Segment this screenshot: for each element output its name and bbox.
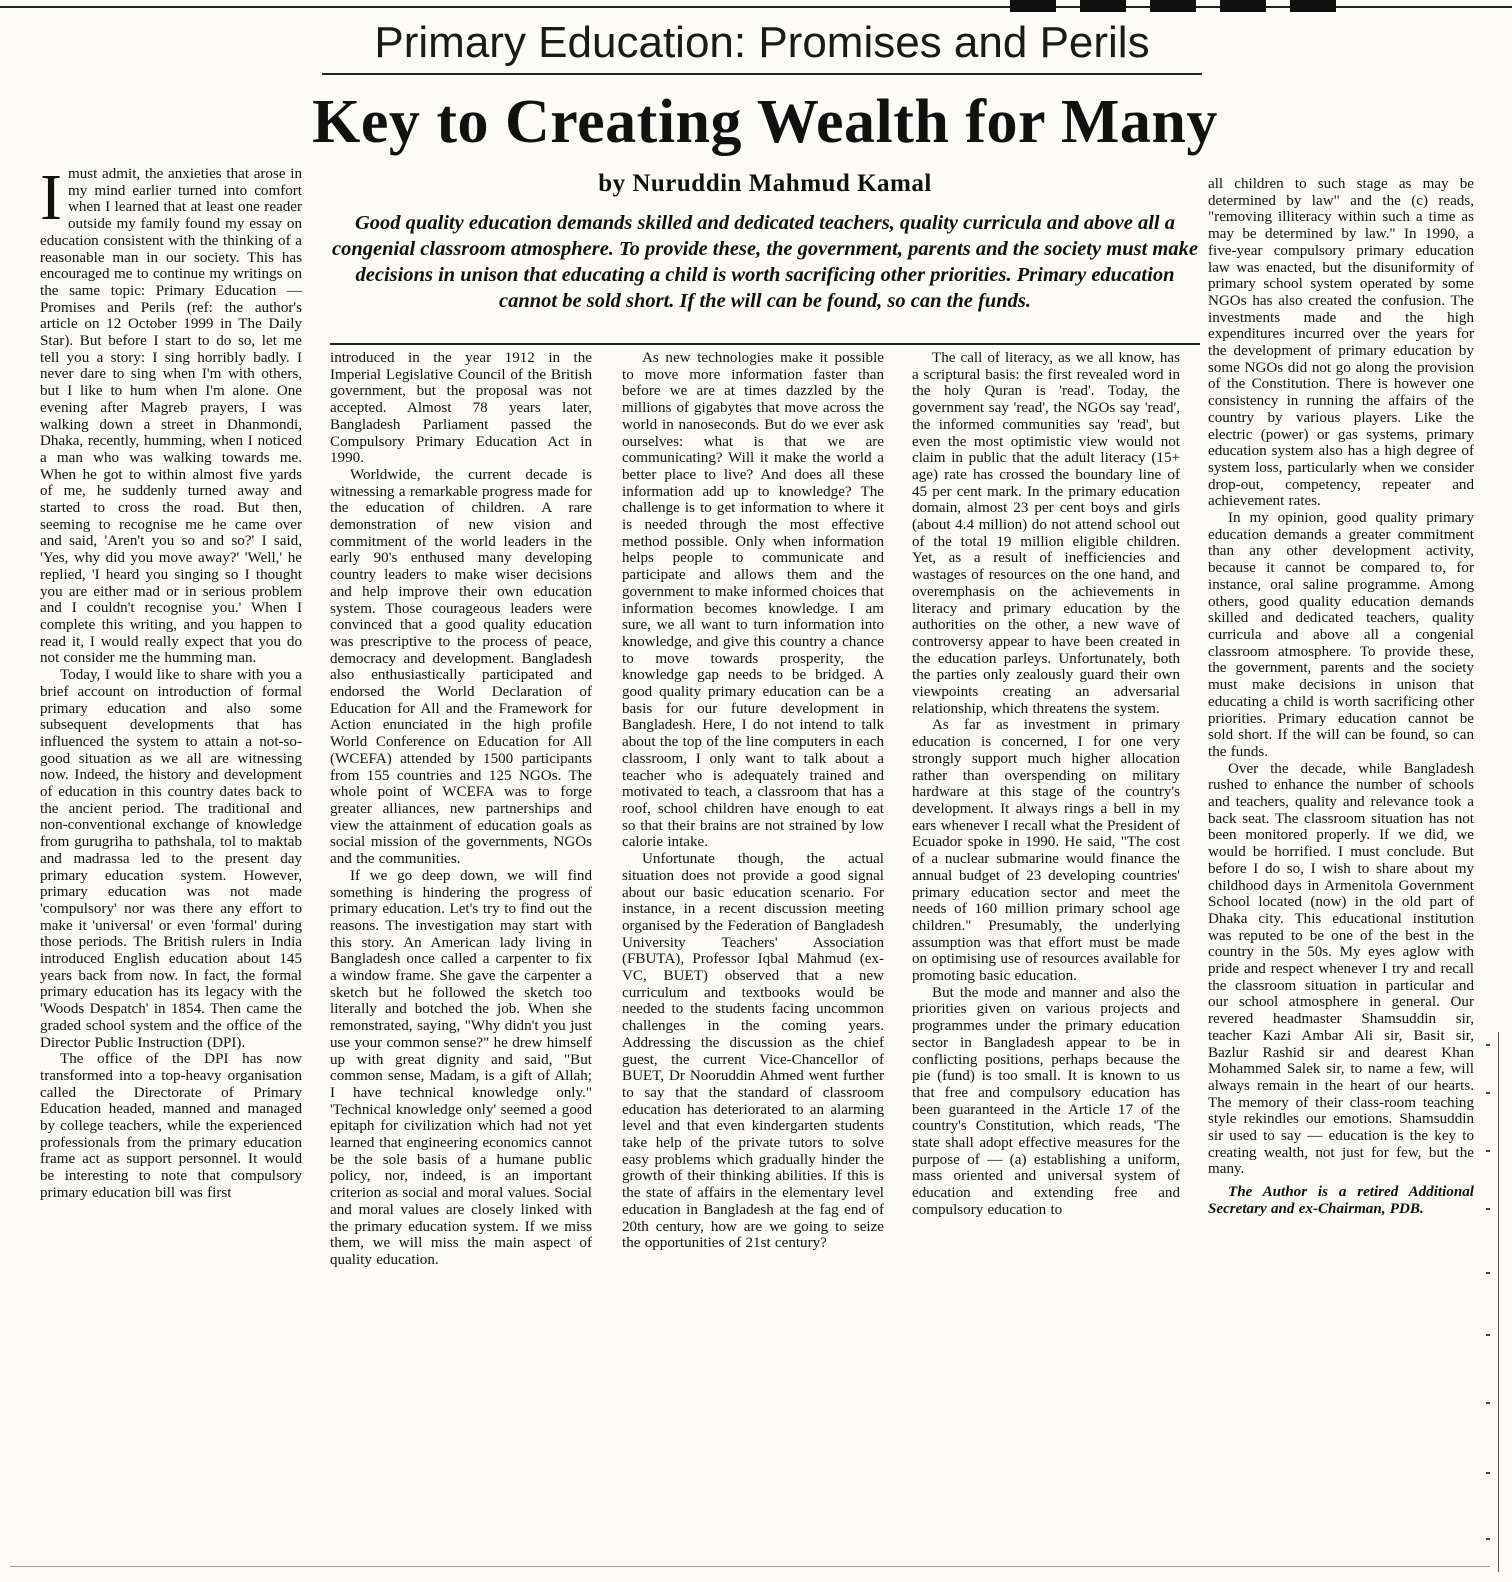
paragraph: In my opinion, good quality primary education demands a greater commitment than any other development activity, because it cannot be compared to, for instance, oral saline programme. Among others, good quality education demands skilled and dedicated teachers, quality curricula and above all a congenial classroom atmosphere. To provide these, the government, parents and the society must make decisions in unison that educating a child is worth sacrificing other priorities. Primary education cannot be sold short. If the will can be found, so can the funds. xyxy=(1208,510,1474,760)
text-fragment xyxy=(1486,1538,1490,1540)
article-column-5 xyxy=(1208,176,1474,1556)
paragraph: But the mode and manner and also the priorities given on various projects and programmes under the primary education sector in Bangladesh appear to be in conflicting positions, perhaps because the pie (fund) is too small. It is known to us that free and compulsory education has been guaranteed in the Article 17 of the country's Constitution, which reads, 'The state shall adopt effective measures for the purpose of — (a) establishing a uniform, mass oriented and universal system of education and extending free and compulsory education to xyxy=(912,984,1180,1218)
adjacent-column-fragment xyxy=(1486,1032,1500,1572)
paragraph: Unfortunate though, the actual situation does not provide a good signal about our basic education scenario. For instance, in a recent discussion meeting organised by the Federation of Bangladesh University Teachers' Association (FBUTA), Professor Iqbal Mahmud (ex-VC, BUET) observed that a new curriculum and textbooks would be needed to the students facing uncommon challenges in the coming years. Addressing the discussion as the chief guest, the current Vice-Chancellor of BUET, Dr Nooruddin Ahmed went further to say that the standard of classroom education has deteriorated to an alarming level and that even kindergarten students take help of the private tutors to solve easy problems which gradually hinder the growth of their thinking abilities. If this is the state of affairs in the elementary level education in Bangladesh at the fag end of 20th century, how are we going to seize the opportunities of 21st century? xyxy=(622,851,884,1252)
kicker-underline xyxy=(322,73,1202,75)
bottom-rule xyxy=(10,1566,1490,1567)
section-kicker: Primary Education: Promises and Perils xyxy=(374,18,1150,67)
paragraph: all children to such stage as may be determined by law" and the (c) reads, "removing illiteracy within such a time as may be determined by law." In 1990, a five-year compulsory primary education law was enacted, but the disuniformity of primary school system operated by some NGOs has also created the confusion. The investments made and the high expenditures incurred over the years for the development of primary education by some NGOs did not go along the provision of the Constitution. There is however one consistency in running the affairs of the country by various players. Like the electric (power) or gas systems, primary education system also has a high degree of system loss, particularly when we consider drop-out, competency, repeater and achievement rates. xyxy=(1208,176,1474,510)
headline: Key to Creating Wealth for Many xyxy=(312,88,1218,156)
article-column-1 xyxy=(40,166,302,1554)
article-column-4 xyxy=(912,350,1180,1556)
paragraph: As new technologies make it possible to move more information faster than before we are at times dazzled by the millions of gigabytes that move across the world in nanoseconds. But do we ever ask ourselves: what is that we are communicating? Will it make the world a better place to live? And does all these information add up to knowledge? The challenge is to get information to where it is needed through the most effective method possible. Only when information helps people to communicate and participate and allows them and the government to make informed choices that information becomes knowledge. I am sure, we all want to turn information into knowledge, and give this country a chance to move towards prosperity, the knowledge gap needs to be bridged. A good quality primary education can be a basis for our future development in Bangladesh. Here, I do not intend to talk about the top of the line computers in each classroom, I only want to talk about a teacher who is adequately trained and motivated to teach, a classroom that has a roof, school children have enough to eat so that their brains are not strained by low calorie intake. xyxy=(622,350,884,851)
standfirst: Good quality education demands skilled and dedicated teachers, quality curricula and above all a congenial classroom atmosphere. To provide these, the government, parents and the society must make decisions in unison that educating a child is worth sacrificing other priorities. Primary education cannot be sold short. If the will can be found, so can the funds. xyxy=(332,212,1198,312)
text-fragment xyxy=(1486,1472,1490,1474)
masthead-letters xyxy=(1010,0,1340,12)
paragraph: Today, I would like to share with you a brief account on introduction of formal primary education and also some subsequent developments that has influenced the system to attain a not-so-good situation as we all are witnessing now. Indeed, the history and development of education in this country dates back to the ancient period. The traditional and non-conventional exchange of knowledge from gurugriha to pathshala, tol to maktab and madrassa led to the present day primary education system. However, primary education was not made 'compulsory' nor was there any effort to make it 'universal' or even 'formal' during those periods. The British rulers in India introduced English education about 145 years back from now. In fact, the formal primary education has its legacy with the 'Woods Despatch' in 1854. Then came the graded school system and the office of the Director Public Instruction (DPI). xyxy=(40,667,302,1051)
byline: by Nuruddin Mahmud Kamal xyxy=(598,170,932,197)
paragraph-text: must admit, the anxieties that arose in my mind earlier turned into comfort when I learned that at least one reader outside my family found my essay on education consistent with the thinking of a reasonable man in our society. This has encouraged me to continue my writings on the same topic: Primary Education — Promises and Perils (ref: the author's article on 12 October 1999 in The Daily Star). But before I start to do so, let me tell you a story: I sing horribly badly. I never dare to sing when I'm with others, but I like to hum when I'm alone. One evening after Magreb prayers, I was walking down a street in Dhanmondi, Dhaka, recently, humming, when I noticed a man who was walking towards me. When he got to within almost five yards of me, he suddenly turned away and started to cross the road. But then, seeming to recognise me he came over and said, 'Aren't you so and so?' I said, 'Yes, why did you move away?' 'Well,' he replied, 'I heard you singing so I thought you are either mad or in serious problem and I couldn't recognise you.' When I complete this writing, and you happen to read it, I would really expect that you do not consider me the humming man. xyxy=(40,166,302,667)
standfirst-rule xyxy=(330,343,1200,345)
paragraph xyxy=(40,166,302,667)
text-fragment xyxy=(1486,1402,1490,1404)
drop-cap: I xyxy=(40,166,62,234)
text-fragment xyxy=(1486,1208,1490,1210)
paragraph: The call of literacy, as we all know, has a scriptural basis: the first revealed word in the holy Quran is 'read'. Today, the government say 'read', the NGOs say 'read', the informed communities say 'read', but even the most optimistic view would not claim in public that the adult literacy (15+ age) rate has crossed the boundary line of 45 per cent mark. In the primary education domain, almost 23 per cent boys and girls (about 4.4 million) do not attend school out of the total 19 million eligible children. Yet, as a result of inefficiencies and wastages of resources on the one hand, and overemphasis on the achievements in literacy and primary education by the authorities on the other, a new wave of controversy appear to have been created in the education parleys. Unfortunately, both the parties only zealously guard their own viewpoints creating an adversarial relationship, which threatens the system. xyxy=(912,350,1180,717)
text-fragment xyxy=(1486,1272,1490,1274)
article-column-3 xyxy=(622,350,884,1556)
text-fragment xyxy=(1486,1044,1490,1046)
paragraph: introduced in the year 1912 in the Imperial Legislative Council of the British government, but the proposal was not accepted. Almost 78 years later, Bangladesh Parliament passed the Compulsory Primary Education Act in 1990. xyxy=(330,350,592,467)
paragraph: If we go deep down, we will find something is hindering the progress of primary education. Let's try to find out the reasons. The investigation may start with this story. An American lady living in Bangladesh once called a carpenter to fix a window frame. She gave the carpenter a sketch but he followed the sketch too literally and botched the job. When she remonstrated, saying, "Why didn't you just use your common sense?" he drew himself up with great dignity and said, "But common sense, Madam, is a gift of Allah; I have technical knowledge only." 'Technical knowledge only' seemed a good epitaph for civilization which had not yet learned that engineering economics cannot be the sole basis of a humane public policy, nor, indeed, is an important criterion as social and moral values. Social and moral values are closely linked with the primary education system. If we miss them, we will miss the main aspect of quality education. xyxy=(330,867,592,1268)
text-fragment xyxy=(1486,1150,1490,1152)
text-fragment xyxy=(1486,1092,1490,1094)
text-fragment xyxy=(1486,1334,1490,1336)
paragraph: As far as investment in primary education is concerned, I for one very strongly support much higher allocation rather than overspending on military hardware at this stage of the country's development. It always rings a bell in my ears whenever I recall what the President of Ecuador spoke in 1990. He said, "The cost of a nuclear submarine would finance the annual budget of 23 developing countries' primary education sector and meet the needs of 160 million primary school age children." Presumably, the underlying assumption was that effort must be made on optimising use of resources available for promoting basic education. xyxy=(912,717,1180,985)
paragraph: Worldwide, the current decade is witnessing a remarkable progress made for the education of children. A rare demonstration of new vision and commitment of the world leaders in the early 90's enthused many developing country leaders to make wiser decisions and help improve their own education system. Those courageous leaders were convinced that a good quality education was prescriptive to the process of peace, democracy and development. Bangladesh also enthusiastically participated and endorsed the World Declaration of Education for All and the Framework for Action enunciated in the high profile World Conference on Education for All (WCEFA) attended by 1500 participants from 155 countries and 125 NGOs. The whole point of WCEFA was to forge greater alliances, new partnerships and view the attainment of education goals as social mission of the governments, NGOs and the communities. xyxy=(330,466,592,868)
paragraph: The office of the DPI has now transformed into a top-heavy organisation called the Directorate of Primary Education headed, manned and managed by college teachers, while the experienced professionals from the primary education frame act as support personnel. It would be interesting to note that compulsory primary education bill was first xyxy=(40,1051,302,1201)
paragraph: Over the decade, while Bangladesh rushed to enhance the number of schools and teachers, quality and relevance took a back seat. The classroom situation has not been monitored properly. If we did, we would be horrified. I must conclude. But before I do so, I wish to share about my childhood days in Armenitola Government School located (now) in the old part of Dhaka city. This educational institution was reputed to be one of the best in the country in the 50s. My eyes aglow with pride and respect whenever I try and recall the classroom situation in particular and our school atmosphere in general. Our revered headmaster Shamsuddin sir, teacher Kazi Ambar Ali sir, Basit sir, Bazlur Rashid sir and dearest Khan Mohammed Salek sir, to name a few, will always remain in the heart of our hearts. The memory of their class-room teaching style rekindles our emotions. Shamsuddin sir used to say — education is the key to creating wealth, not just for few, but the many. xyxy=(1208,760,1474,1178)
masthead-fragment xyxy=(0,0,1512,14)
article-column-2 xyxy=(330,350,592,1556)
column-divider xyxy=(1498,1032,1499,1572)
author-note: The Author is a retired Additional Secretary and ex-Chairman, PDB. xyxy=(1208,1184,1474,1217)
